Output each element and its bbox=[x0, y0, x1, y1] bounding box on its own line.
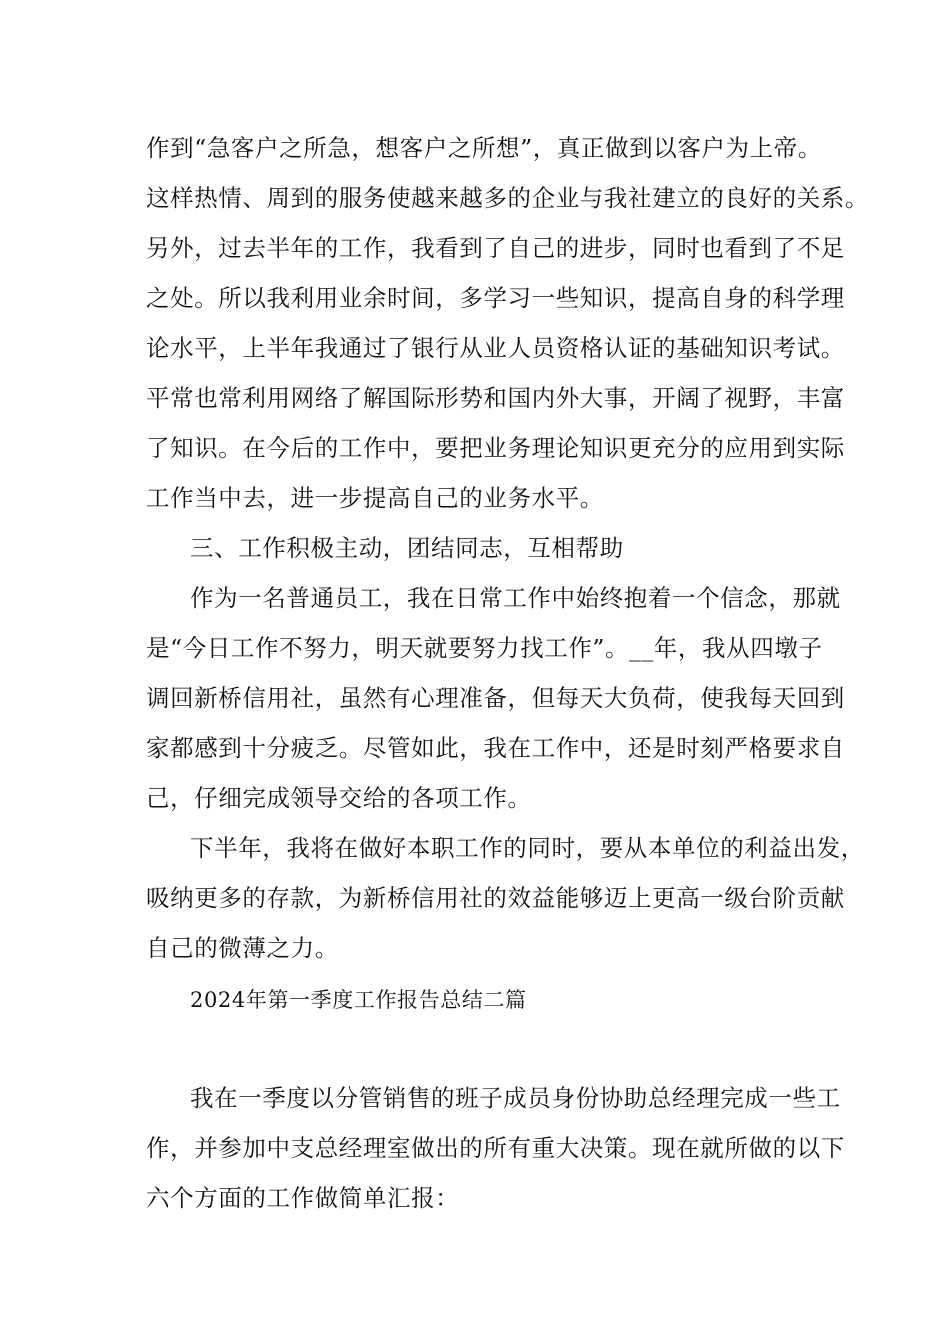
paragraph-line: 六个方面的工作做简单汇报： bbox=[146, 1184, 460, 1212]
paragraph-line: 作到“急客户之所急，想客户之所想”，真正做到以客户为上帝。 bbox=[146, 134, 822, 162]
paragraph-line: 家都感到十分疲乏。尽管如此，我在工作中，还是时刻严格要求自 bbox=[146, 734, 845, 762]
paragraph-line: 了知识。在今后的工作中，要把业务理论知识更充分的应用到实际 bbox=[146, 434, 845, 462]
paragraph-line: 平常也常利用网络了解国际形势和国内外大事，开阔了视野，丰富 bbox=[146, 384, 845, 412]
paragraph-line: 调回新桥信用社，虽然有心理准备，但每天大负荷，使我每天回到 bbox=[146, 684, 845, 712]
paragraph-line: 吸纳更多的存款，为新桥信用社的效益能够迈上更高一级台阶贡献 bbox=[146, 884, 845, 912]
paragraph-line: 论水平，上半年我通过了银行从业人员资格认证的基础知识考试。 bbox=[146, 334, 845, 362]
paragraph-line: 之处。所以我利用业余时间，多学习一些知识，提高自身的科学理 bbox=[146, 284, 845, 312]
paragraph-line: 自己的微薄之力。 bbox=[146, 934, 339, 962]
paragraph-line: 下半年，我将在做好本职工作的同时，要从本单位的利益出发， bbox=[190, 834, 865, 862]
paragraph-line: 己，仔细完成领导交给的各项工作。 bbox=[146, 784, 532, 812]
paragraph-line: 我在一季度以分管销售的班子成员身份协助总经理完成一些工 bbox=[190, 1084, 841, 1112]
paragraph-line: 是“今日工作不努力，明天就要努力找工作”。__年，我从四墩子 bbox=[146, 634, 823, 662]
paragraph-line: 另外，过去半年的工作，我看到了自己的进步，同时也看到了不足 bbox=[146, 234, 845, 262]
paragraph-line: 作，并参加中支总经理室做出的所有重大决策。现在就所做的以下 bbox=[146, 1134, 845, 1162]
document-title: 2024年第一季度工作报告总结二篇 bbox=[190, 988, 527, 1012]
paragraph-line: 工作当中去，进一步提高自己的业务水平。 bbox=[146, 484, 604, 512]
section-heading: 三、工作积极主动，团结同志，互相帮助 bbox=[190, 534, 624, 562]
paragraph-line: 这样热情、周到的服务使越来越多的企业与我社建立的良好的关系。 bbox=[146, 184, 869, 212]
paragraph-line: 作为一名普通员工，我在日常工作中始终抱着一个信念，那就 bbox=[190, 584, 841, 612]
